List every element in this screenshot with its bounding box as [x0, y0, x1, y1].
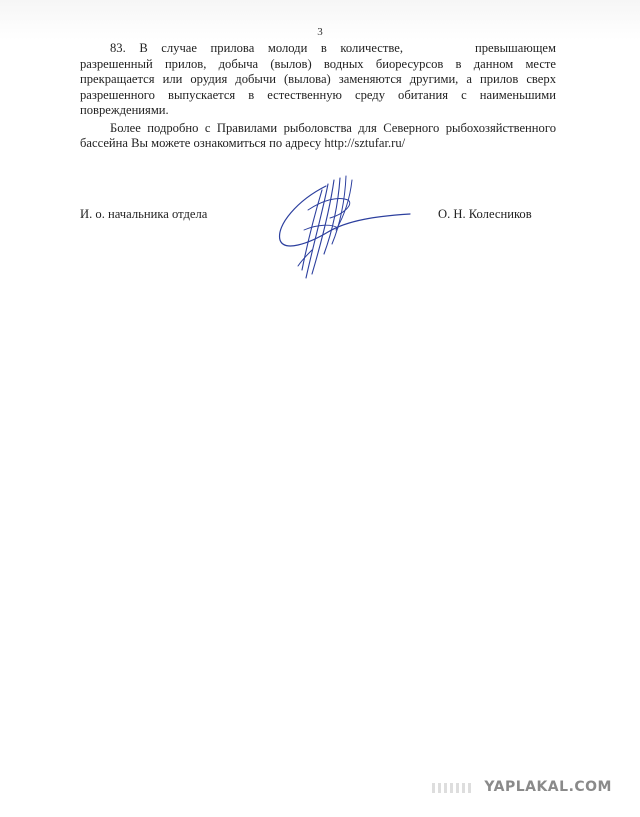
- document-body: [80, 41, 556, 152]
- watermark-dots: [432, 783, 472, 793]
- paragraph-83: [80, 41, 556, 119]
- handwritten-signature-icon: [268, 170, 418, 285]
- signatory-name: О. Н. Колесников: [438, 207, 532, 221]
- signatory-position: И. о. начальника отдела: [80, 207, 208, 221]
- page-number: 3: [317, 26, 323, 38]
- paragraph-rules-link: Более подробно с Правилами рыболовства для Северного рыбохозяйственного бассейна Вы можете ознакомиться по адресу http://sztufar.ru/: [80, 120, 556, 150]
- site-watermark: [484, 779, 612, 795]
- watermark-text: YAPLAKAL.COM: [484, 779, 612, 795]
- paragraph-83-start: 83. В случае прилова молоди в количестве,: [110, 41, 403, 55]
- paragraph-83-rest: превышающем разрешенный прилов, добыча (вылов) водных биоресурсов в данном месте прекращается или орудия добычи (вылова) заменяются другими, а прилов сверх разрешенного выпускается в естественную среду обитания с наименьшими повреждениями.: [80, 41, 556, 117]
